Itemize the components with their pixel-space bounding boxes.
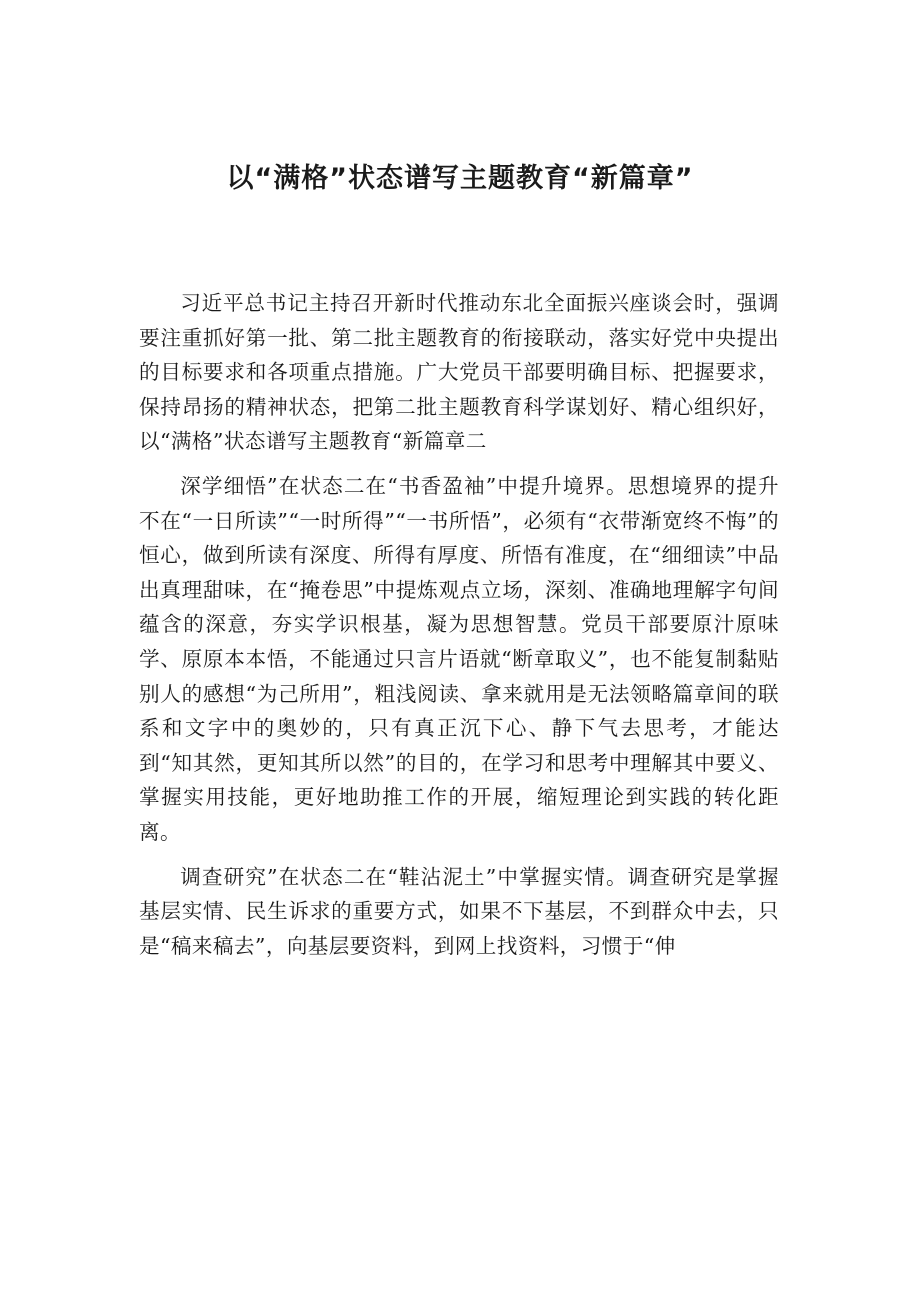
document-title: 以“满格”状态谱写主题教育“新篇章” <box>226 163 694 194</box>
document-body <box>139 286 779 973</box>
paragraph-study: 深学细悟”在状态二在“书香盈袖”中提升境界。思想境界的提升不在“一日所读”“一时所得”“一书所悟”，必须有“衣带渐宽终不悔”的恒心，做到所读有深度、所得有厚度、所悟有准度，在“细细读”中品出真理甜味，在“掩卷思”中提炼观点立场，深刻、准确地理解字句间蕴含的深意，夯实学识根基，凝为思想智慧。党员干部要原汁原味学、原原本本悟，不能通过只言片语就“断章取义”，也不能复制黏贴别人的感想“为己所用”，粗浅阅读、拿来就用是无法领略篇章间的联系和文字中的奥妙的，只有真正沉下心、静下气去思考，才能达到“知其然，更知其所以然”的目的，在学习和思考中理解其中要义、掌握实用技能，更好地助推工作的开展，缩短理论到实践的转化距离。 <box>139 473 779 844</box>
paragraph-intro: 习近平总书记主持召开新时代推动东北全面振兴座谈会时，强调要注重抓好第一批、第二批主题教育的衔接联动，落实好党中央提出的目标要求和各项重点措施。广大党员干部要明确目标、把握要求，保持昂扬的精神状态，把第二批主题教育科学谋划好、精心组织好，以“满格”状态谱写主题教育“新篇章二 <box>139 291 779 454</box>
paragraph-research: 调查研究”在状态二在“鞋沾泥土”中掌握实情。调查研究是掌握基层实情、民生诉求的重要方式，如果不下基层，不到群众中去，只是“稿来稿去”，向基层要资料，到网上找资料，习惯于“伸 <box>139 864 779 958</box>
